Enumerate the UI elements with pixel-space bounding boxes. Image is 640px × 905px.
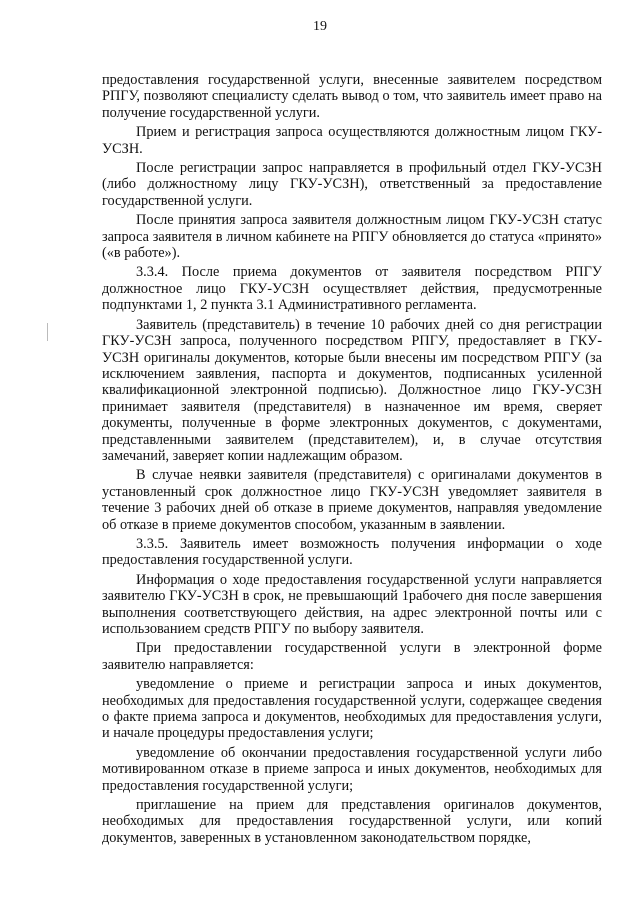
document-body xyxy=(102,72,602,849)
list-item: приглашение на прием для представления оригиналов документов, необходимых для предоставления государственной услуги, или копий документов, заверенных в установленном законодательством порядке, xyxy=(102,797,602,846)
paragraph: предоставления государственной услуги, внесенные заявителем посредством РПГУ, позволяют специалисту сделать вывод о том, что заявитель имеет право на получение государственной услуги. xyxy=(102,72,602,121)
paragraph: Заявитель (представитель) в течение 10 рабочих дней со дня регистрации ГКУ-УСЗН запроса, полученного посредством РПГУ, предоставляет в ГКУ-УСЗН оригиналы документов, которые были внесены им посредством РПГУ (за исключением заявления, паспорта и документов, подписанных усиленной квалификационной электронной подписью). Должностное лицо ГКУ-УСЗН принимает заявителя (представителя) в назначенное им время, сверяет документы, полученные в форме электронных документов, с документами, представленными заявителем (представителем), и, в случае отсутствия замечаний, заверяет копии надлежащим образом. xyxy=(102,316,602,464)
paragraph: Информация о ходе предоставления государственной услуги направляется заявителю ГКУ-УСЗН в срок, не превышающий 1рабочего дня после завершения выполнения соответствующего действия, на адрес электронной почты или с использованием средств РПГУ по выбору заявителя. xyxy=(102,571,602,637)
paragraph: После принятия запроса заявителя должностным лицом ГКУ-УСЗН статус запроса заявителя в личном кабинете на РПГУ обновляется до статуса «принято» («в работе»). xyxy=(102,212,602,262)
page-number: 19 xyxy=(313,19,327,34)
paragraph: В случае неявки заявителя (представителя) с оригиналами документов в установленный срок должностное лицо ГКУ-УСЗН уведомляет заявителя в течение 3 рабочих дней об отказе в приеме документов, направляя уведомление об отказе в приеме документов способом, указанным в заявлении. xyxy=(102,467,602,533)
paragraph: 3.3.4. После приема документов от заявителя посредством РПГУ должностное лицо ГКУ-УСЗН осуществляет действия, предусмотренные подпунктами 1, 2 пункта 3.1 Административного регламента. xyxy=(102,264,602,314)
paragraph: Прием и регистрация запроса осуществляются должностным лицом ГКУ-УСЗН. xyxy=(102,124,602,157)
list-item: уведомление об окончании предоставления государственной услуги либо мотивированном отказе в приеме запроса и иных документов, необходимых для предоставления государственной услуги; xyxy=(102,744,602,794)
paragraph: После регистрации запрос направляется в профильный отдел ГКУ-УСЗН (либо должностному лицу ГКУ-УСЗН), ответственный за предоставление государственной услуги. xyxy=(102,160,602,209)
list-item: уведомление о приеме и регистрации запроса и иных документов, необходимых для предоставления государственной услуги, содержащее сведения о факте приема запроса и документов, необходимых для предоставления услуги, и начале процедуры предоставления услуги; xyxy=(102,676,602,742)
margin-mark xyxy=(47,323,48,341)
paragraph: При предоставлении государственной услуги в электронной форме заявителю направляется: xyxy=(102,640,602,673)
paragraph: 3.3.5. Заявитель имеет возможность получения информации о ходе предоставления государственной услуги. xyxy=(102,535,602,569)
